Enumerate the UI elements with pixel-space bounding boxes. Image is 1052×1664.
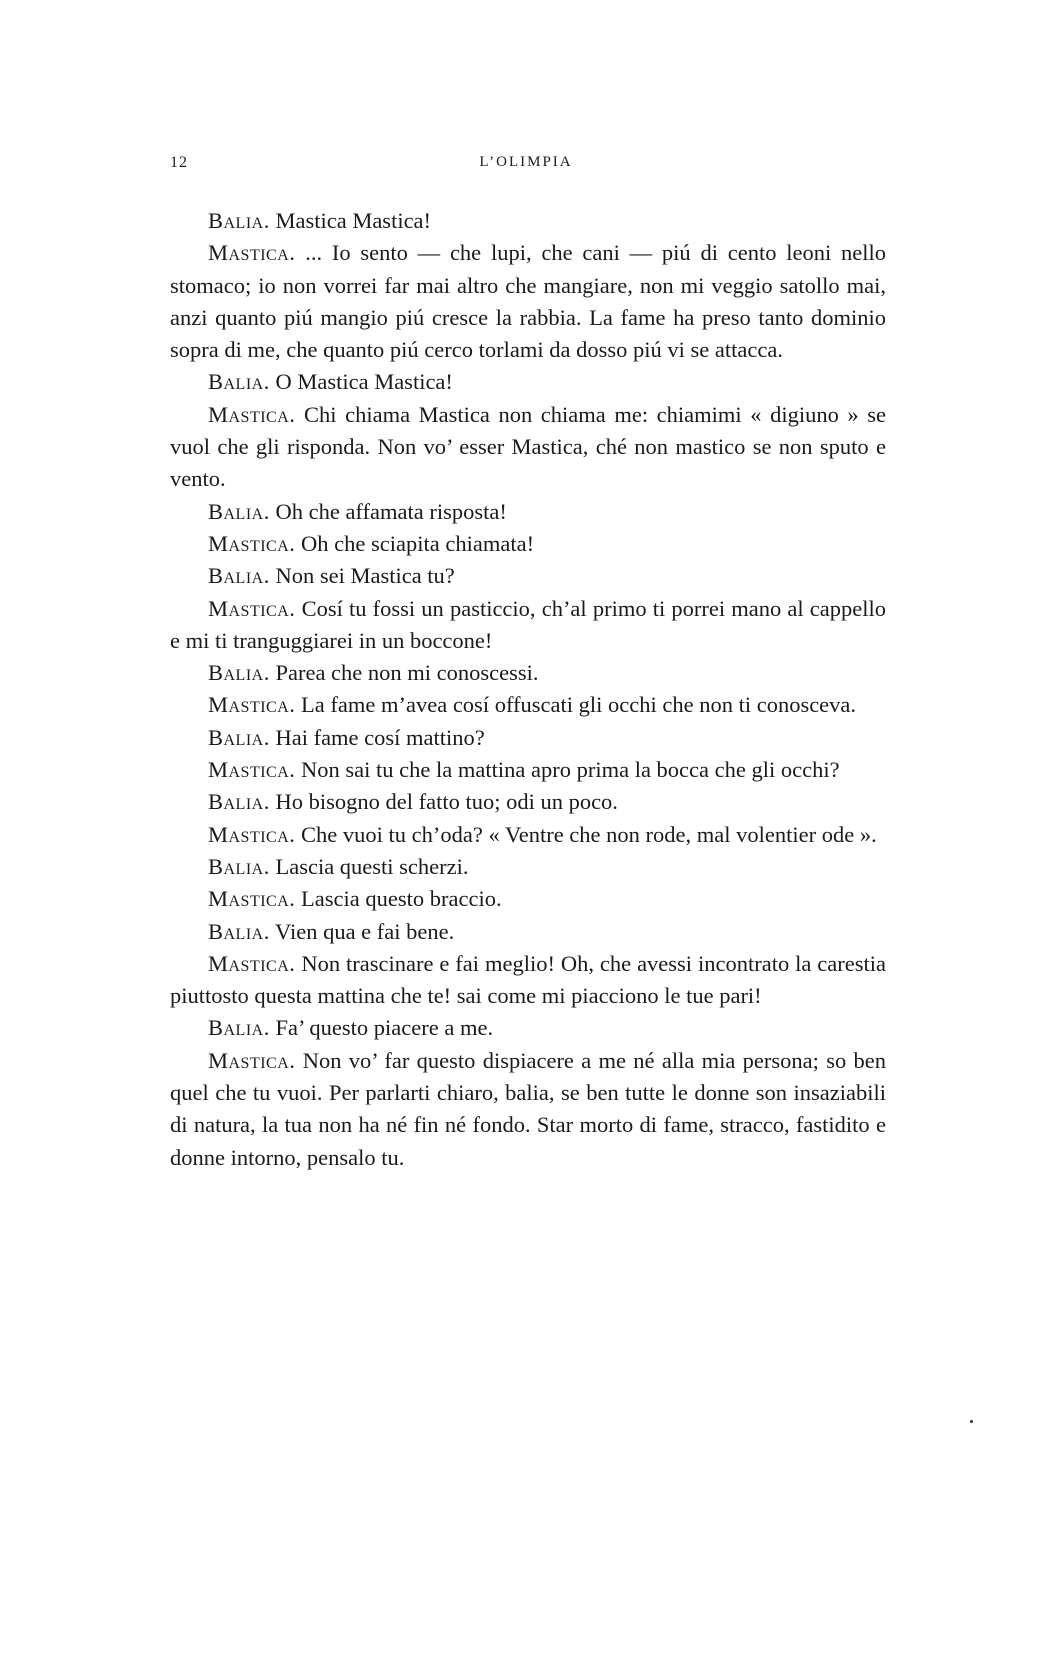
dialogue-line (170, 593, 886, 658)
line-text: O Mastica Mastica! (269, 369, 453, 395)
dialogue-line (170, 689, 886, 721)
page-number: 12 (170, 154, 188, 171)
speaker-name: Balia. (208, 660, 270, 686)
speaker-name: Balia. (208, 853, 270, 879)
speaker-name: Balia. (208, 918, 270, 944)
dialogue-line (170, 916, 886, 948)
speaker-name: Balia. (208, 498, 270, 524)
line-text: Oh che sciapita chiamata! (295, 530, 535, 556)
dialogue-line (170, 754, 886, 786)
speaker-name: Mastica. (208, 595, 296, 621)
speaker-name: Mastica. (208, 530, 296, 556)
speaker-name: Mastica. (208, 821, 296, 847)
line-text: Non vo’ far questo dispiacere a me né alla mia persona; so ben quel che tu vuoi. Per parlarti chiaro, balia, se ben tutte le donne son insaziabili di natura, la tua non ha né fin né fondo. Star morto di fame, stracco, fastidito e donne intorno, pensalo tu. (170, 1047, 886, 1170)
speaker-name: Mastica. (208, 401, 296, 427)
speaker-name: Mastica. (208, 950, 296, 976)
line-text: Mastica Mastica! (269, 208, 432, 233)
dialogue-line (170, 948, 886, 1013)
dialogue-line (170, 528, 886, 560)
dialogue-line (170, 399, 886, 496)
line-text: Lascia questo braccio. (295, 886, 502, 912)
dialogue-line (170, 496, 886, 528)
dialogue-line (170, 1012, 886, 1044)
speaker-name: Balia. (208, 369, 270, 395)
dialogue-line (170, 560, 886, 592)
line-text: Cosí tu fossi un pasticcio, ch’al primo ti porrei mano al cappello e mi ti tranguggiarei in un boccone! (170, 595, 886, 653)
line-text: Ho bisogno del fatto tuo; odi un poco. (269, 789, 618, 815)
dialogue-line (170, 657, 886, 689)
line-text: Che vuoi tu ch’oda? « Ventre che non rode, mal volentier ode ». (295, 821, 877, 847)
dialogue-line (170, 851, 886, 883)
line-text: La fame m’avea cosí offuscati gli occhi che non ti conosceva. (295, 692, 857, 718)
dialogue-line (170, 883, 886, 915)
speaker-name: Balia. (208, 208, 270, 233)
line-text: Parea che non mi conoscessi. (269, 660, 539, 686)
line-text: Chi chiama Mastica non chiama me: chiamimi « digiuno » se vuol che gli risponda. Non vo’ esser Mastica, ché non mastico se non sputo e vento. (170, 401, 886, 492)
speaker-name: Mastica. (208, 692, 296, 718)
line-text: Non trascinare e fai meglio! Oh, che avessi incontrato la carestia piuttosto questa mattina che te! sai come mi piacciono le tue pari! (170, 950, 886, 1009)
dialogue-line (170, 819, 886, 851)
dialogue-line (170, 205, 886, 237)
ink-speck (970, 1420, 973, 1423)
running-title: L’OLIMPIA (479, 154, 573, 170)
dialogue-line (170, 786, 886, 818)
dialogue-line (170, 722, 886, 754)
speaker-name: Balia. (208, 563, 270, 589)
line-text: Non sei Mastica tu? (269, 563, 455, 589)
line-text: ... Io sento — che lupi, che cani — piú di cento leoni nello stomaco; io non vorrei far mai altro che mangiare, non mi veggio satollo mai, anzi quanto piú mangio piú cresce la rabbia. La fame ha preso tanto dominio sopra di me, che quanto piú cerco torlami da dosso piú vi se attacca. (170, 240, 886, 363)
dialogue-line (170, 366, 886, 398)
dialogue-line (170, 1045, 886, 1174)
line-text: Lascia questi scherzi. (269, 853, 469, 879)
speaker-name: Balia. (208, 789, 270, 815)
speaker-name: Balia. (208, 724, 270, 750)
line-text: Hai fame cosí mattino? (269, 724, 485, 750)
line-text: Oh che affamata risposta! (269, 498, 507, 524)
line-text: Non sai tu che la mattina apro prima la bocca che gli occhi? (295, 757, 840, 783)
line-text: Fa’ questo piacere a me. (269, 1015, 494, 1041)
speaker-name: Mastica. (208, 886, 296, 912)
speaker-name: Mastica. (208, 1047, 296, 1073)
speaker-name: Balia. (208, 1015, 270, 1041)
dialogue-line (170, 237, 886, 366)
speaker-name: Mastica. (208, 757, 296, 783)
line-text: Vien qua e fai bene. (269, 918, 455, 944)
speaker-name: Mastica. (208, 240, 296, 266)
dialogue-body (170, 205, 886, 1174)
